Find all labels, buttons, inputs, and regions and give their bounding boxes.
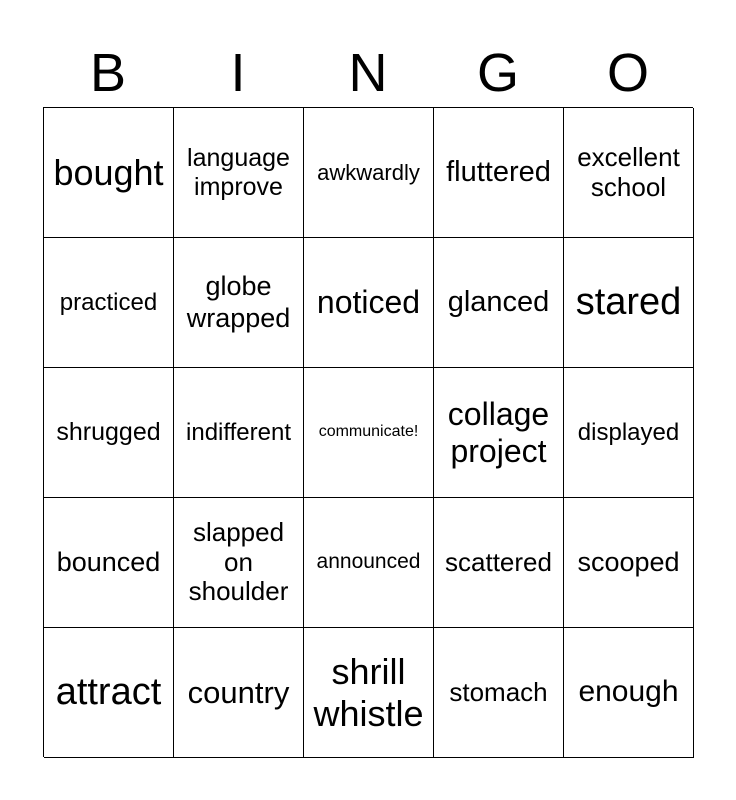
bingo-cell-text: stomach xyxy=(449,676,548,707)
bingo-cell-r3-c5[interactable] xyxy=(564,368,694,498)
bingo-cell-text: stared xyxy=(575,280,682,323)
header-letter-b: B xyxy=(89,43,127,103)
bingo-cell-r4-c4[interactable] xyxy=(434,498,564,628)
bingo-cell-text: fluttered xyxy=(446,155,551,188)
bingo-cell-text: displayed xyxy=(577,418,680,446)
bingo-cell-r5-c4[interactable] xyxy=(434,628,564,758)
header-letter-i: I xyxy=(230,43,246,103)
bingo-cell-r3-c2[interactable] xyxy=(174,368,304,498)
bingo-cell-r2-c3[interactable] xyxy=(304,238,434,368)
bingo-cell-r1-c1[interactable] xyxy=(44,108,174,238)
bingo-cell-text: scattered xyxy=(445,546,552,577)
bingo-cell-r1-c2[interactable] xyxy=(174,108,304,238)
bingo-cell-text: slapped on shoulder xyxy=(188,516,289,607)
bingo-cell-r1-c5[interactable] xyxy=(564,108,694,238)
bingo-cell-r1-c4[interactable] xyxy=(434,108,564,238)
bingo-cell-text: enough xyxy=(578,675,679,709)
bingo-cell-r2-c4[interactable] xyxy=(434,238,564,368)
bingo-cell-r5-c5[interactable] xyxy=(564,628,694,758)
bingo-cell-r5-c3[interactable] xyxy=(304,628,434,758)
bingo-cell-r2-c1[interactable] xyxy=(44,238,174,368)
bingo-cell-text: practiced xyxy=(59,288,158,316)
bingo-cell-text: scooped xyxy=(577,546,680,577)
bingo-cell-r5-c1[interactable] xyxy=(44,628,174,758)
bingo-cell-r3-c4[interactable] xyxy=(434,368,564,498)
bingo-cell-r4-c1[interactable] xyxy=(44,498,174,628)
bingo-cell-r4-c2[interactable] xyxy=(174,498,304,628)
bingo-cell-r3-c3[interactable] xyxy=(304,368,434,498)
header-letter-n: N xyxy=(348,43,388,103)
bingo-cell-text: announced xyxy=(316,550,421,574)
bingo-cell-text: glanced xyxy=(447,285,550,318)
bingo-cell-r2-c2[interactable] xyxy=(174,238,304,368)
bingo-cell-text: shrill whistle xyxy=(313,651,424,734)
bingo-cell-r1-c3[interactable] xyxy=(304,108,434,238)
bingo-cell-text: awkwardly xyxy=(317,159,420,185)
bingo-cell-r4-c5[interactable] xyxy=(564,498,694,628)
header-letter-o: O xyxy=(606,43,649,103)
bingo-cell-text: globe wrapped xyxy=(186,271,291,333)
header-letter-g: G xyxy=(476,43,519,103)
bingo-board xyxy=(43,107,693,757)
bingo-cell-text: indifferent xyxy=(186,418,291,446)
bingo-cell-text: language improve xyxy=(187,143,290,201)
bingo-cell-text: noticed xyxy=(316,284,421,321)
bingo-cell-text: bounced xyxy=(56,546,161,577)
bingo-header xyxy=(43,40,693,106)
bingo-cell-text: collage project xyxy=(447,395,550,469)
bingo-cell-text: excellent school xyxy=(577,141,680,202)
bingo-cell-text: communicate! xyxy=(318,423,419,441)
bingo-cell-text: shrugged xyxy=(56,418,161,447)
bingo-cell-text: country xyxy=(187,674,290,710)
bingo-cell-r4-c3[interactable] xyxy=(304,498,434,628)
bingo-cell-r5-c2[interactable] xyxy=(174,628,304,758)
bingo-cell-text: attract xyxy=(55,670,162,713)
bingo-cell-r3-c1[interactable] xyxy=(44,368,174,498)
bingo-cell-text: bought xyxy=(53,151,164,193)
bingo-cell-r2-c5[interactable] xyxy=(564,238,694,368)
